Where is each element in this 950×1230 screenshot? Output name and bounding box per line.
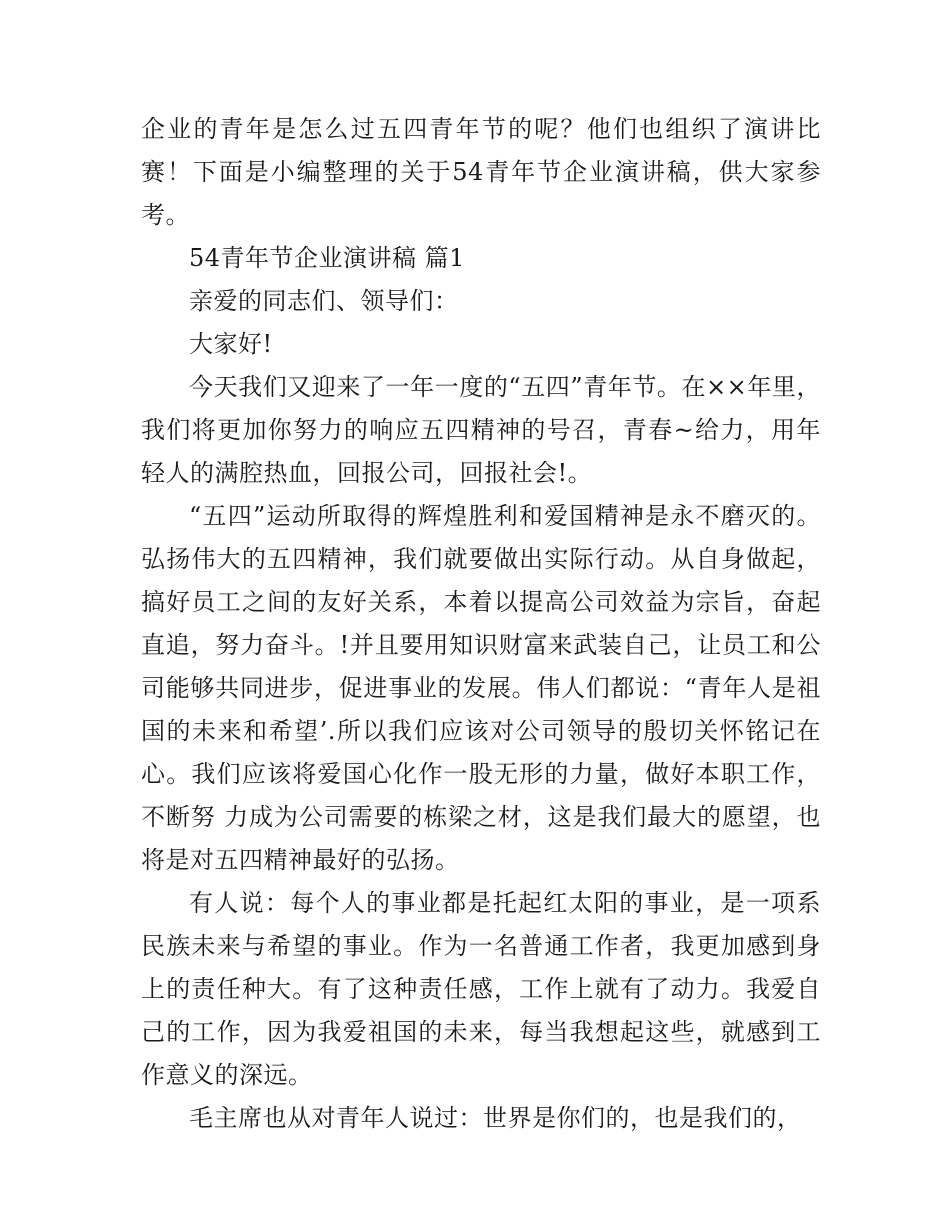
salutation: 亲爱的同志们、领导们： [189, 287, 459, 315]
body-paragraph: 毛主席也从对青年人说过：世界是你们的，也是我们的， [189, 1104, 802, 1132]
body-paragraph: 今天我们又迎来了一年一度的“五四”青年节。在××年里，我们将更加你努力的响应五四精神的号召，青春~给力，用年轻人的满腔热血，回报公司，回报社会!。 [141, 373, 821, 487]
intro-paragraph: 企业的青年是怎么过五四青年节的呢？他们也组织了演讲比赛！下面是小编整理的关于54青年节企业演讲稿，供大家参考。 [141, 115, 821, 229]
speech-heading: 54青年节企业演讲稿 篇1 [189, 244, 465, 272]
body-paragraph: “五四”运动所取得的辉煌胜利和爱国精神是永不磨灭的。弘扬伟大的五四精神，我们就要做出实际行动。从自身做起，搞好员工之间的友好关系，本着以提高公司效益为宗旨，奋起直追，努力奋斗。!并且要用知识财富来武装自己，让员工和公司能够共同进步，促进事业的发展。伟人们都说：“青年人是祖国的未来和希望’.所以我们应该对公司领导的殷切关怀铭记在心。我们应该将爱国心化作一股无形的力量，做好本职工作，不断努 力成为公司需要的栋梁之材，这是我们最大的愿望，也将是对五四精神最好的弘扬。 [141, 502, 821, 874]
greeting: 大家好! [189, 330, 273, 358]
document-body [141, 108, 821, 1140]
body-paragraph: 有人说：每个人的事业都是托起红太阳的事业，是一项系民族未来与希望的事业。作为一名普通工作者，我更加感到身上的责任种大。有了这种责任感，工作上就有了动力。我爱自己的工作，因为我爱祖国的未来，每当我想起这些，就感到工作意义的深远。 [141, 889, 821, 1089]
